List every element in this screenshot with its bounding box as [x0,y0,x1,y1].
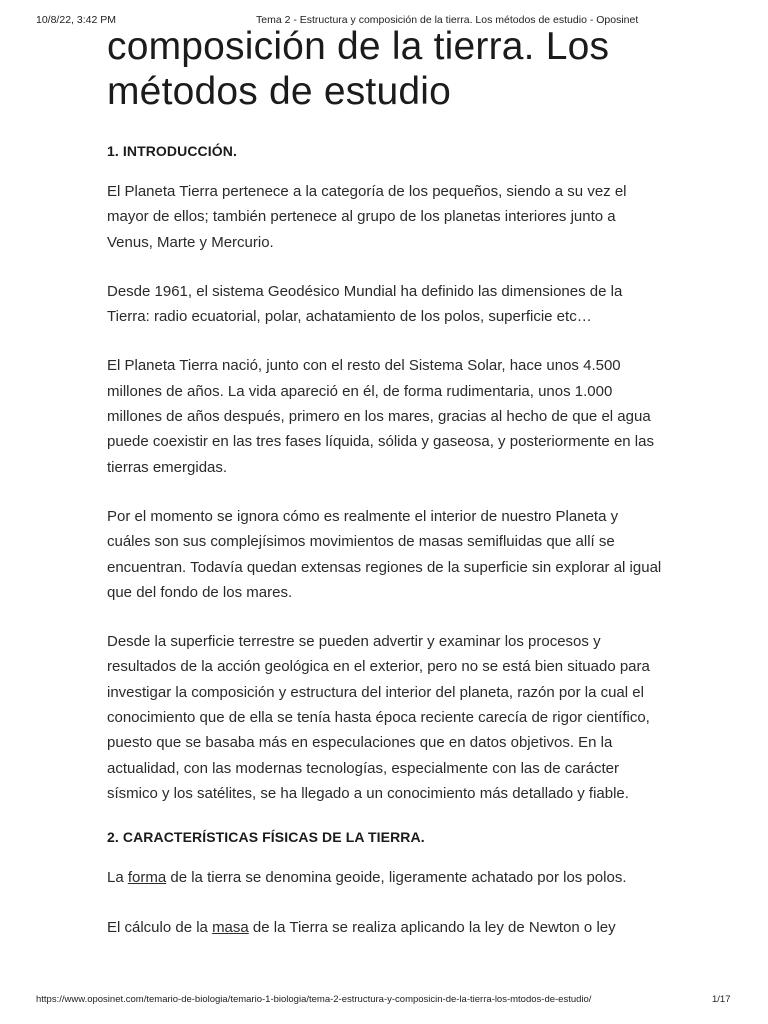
paragraph: El Planeta Tierra nació, junto con el resto del Sistema Solar, hace unos 4.500 millones de años. La vida apareció en él, de forma rudimentaria, unos 1.000 millones de años después, primero en los mares, gracias al hecho de que el agua puede coexistir en las tres fases líquida, sólida y gaseosa, y posteriormente en las tierras emergidas. [107,357,654,476]
forma-link[interactable]: forma [127,869,167,887]
paragraph: Desde 1961, el sistema Geodésico Mundial ha definido las dimensiones de la Tierra: radio ecuatorial, polar, achatamiento de los polos, superficie etc… [107,282,623,326]
text: de la tierra se denomina geoide, ligeramente achatado por los polos. [166,869,627,887]
text: La [107,869,128,887]
page-number: 1/17 [712,994,731,1005]
print-footer [0,994,768,1010]
paragraph [107,915,663,940]
page-title [107,24,663,69]
paragraph: El Planeta Tierra pertenece a la categoría de los pequeños, siendo a su vez el mayor de ellos; también pertenece al grupo de los planetas interiores junto a Venus, Marte y Mercurio. [107,183,627,251]
page-title-line-1: composición de la tierra. Los [107,25,610,68]
section-heading-caracteristicas: 2. CARACTERÍSTICAS FÍSICAS DE LA TIERRA. [107,829,425,846]
print-url: https://www.oposinet.com/temario-de-biologia/temario-1-biologia/tema-2-estructura-y-composicin-de-la-tierra-los-mtodos-de-estudio/ [36,994,592,1005]
print-datetime: 10/8/22, 3:42 PM [36,14,116,26]
paragraph [107,865,663,890]
paragraph: Desde la superficie terrestre se pueden advertir y examinar los procesos y resultados de la acción geológica en el exterior, pero no se está bien situado para investigar la composición y estructura del interior del planeta, razón por la cual el conocimiento que de ella se tenía hasta época reciente carecía de rigor científico, puesto que se basaba más en especulaciones que en datos objetivos. En la actualidad, con las modernas tecnologías, especialmente con las de carácter sísmico y los satélites, se ha llegado a un conocimiento más detallado y fiable. [107,633,650,802]
paragraph: Por el momento se ignora cómo es realmente el interior de nuestro Planeta y cuáles son sus complejísimos movimientos de masas semifluidas que allí se encuentran. Todavía quedan extensas regiones de la superficie sin explorar al igual que del fondo de los mares. [107,507,662,601]
text: El cálculo de la [107,918,213,936]
page-title-continued [107,69,663,114]
masa-link[interactable]: masa [212,918,249,936]
page-title-line-2: métodos de estudio [107,70,451,113]
print-page-title: Tema 2 - Estructura y composición de la tierra. Los métodos de estudio - Oposinet [256,14,639,26]
section-heading-introduccion: 1. INTRODUCCIÓN. [107,143,237,159]
text: de la Tierra se realiza aplicando la ley de Newton o ley [248,918,616,936]
article [107,24,663,940]
